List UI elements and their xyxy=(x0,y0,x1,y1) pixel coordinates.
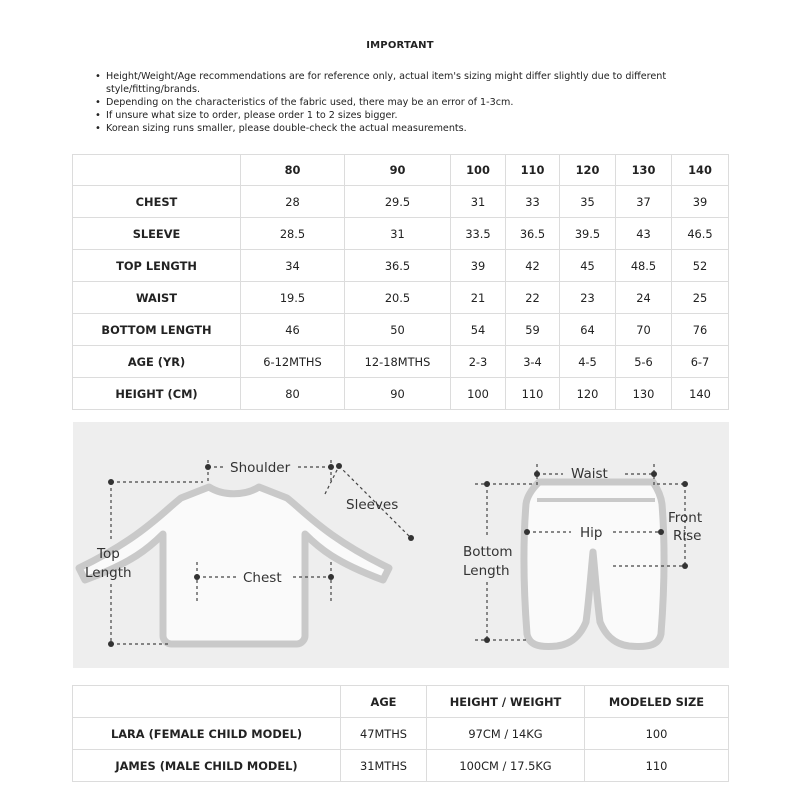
table-cell: 80 xyxy=(241,378,345,410)
size-header: 120 xyxy=(560,155,616,186)
table-cell: 35 xyxy=(560,186,616,218)
measurement-diagram xyxy=(73,422,729,668)
notice-heading: IMPORTANT xyxy=(366,40,434,51)
table-cell: 3-4 xyxy=(506,346,560,378)
table-cell: 12-18MTHS xyxy=(345,346,451,378)
hip-right-dot xyxy=(658,529,664,535)
table-cell: 76 xyxy=(672,314,729,346)
table-cell: 31 xyxy=(345,218,451,250)
bottom-length-bottom-dot xyxy=(484,637,490,643)
row-label: WAIST xyxy=(73,282,241,314)
table-cell: 130 xyxy=(616,378,672,410)
table-cell: 90 xyxy=(345,378,451,410)
model-header-height-weight: HEIGHT / WEIGHT xyxy=(427,686,585,718)
label-sleeves: Sleeves xyxy=(346,497,399,513)
table-cell: 46.5 xyxy=(672,218,729,250)
table-cell: 37 xyxy=(616,186,672,218)
table-row xyxy=(73,282,729,314)
model-name: JAMES (MALE CHILD MODEL) xyxy=(73,750,341,782)
table-cell: 36.5 xyxy=(345,250,451,282)
model-header-modeled-size: MODELED SIZE xyxy=(585,686,729,718)
model-header-blank xyxy=(73,686,341,718)
notice-item: • Korean sizing runs smaller, please double-check the actual measurements. xyxy=(94,122,734,135)
top-length-bottom-dot xyxy=(108,641,114,647)
table-row xyxy=(73,186,729,218)
table-cell: 25 xyxy=(672,282,729,314)
table-row xyxy=(73,314,729,346)
table-row xyxy=(73,346,729,378)
label-waist: Waist xyxy=(571,466,608,482)
label-shoulder: Shoulder xyxy=(230,460,291,476)
size-chart-table xyxy=(72,154,729,410)
model-name: LARA (FEMALE CHILD MODEL) xyxy=(73,718,341,750)
label-bottom-length-1: Bottom xyxy=(463,544,513,560)
waist-right-dot xyxy=(651,471,657,477)
table-cell: 39 xyxy=(451,250,506,282)
table-cell: 59 xyxy=(506,314,560,346)
size-header-row xyxy=(73,155,729,186)
table-cell: 54 xyxy=(451,314,506,346)
table-cell: 6-7 xyxy=(672,346,729,378)
table-cell: 6-12MTHS xyxy=(241,346,345,378)
row-label: AGE (YR) xyxy=(73,346,241,378)
table-row xyxy=(73,718,729,750)
table-cell: 5-6 xyxy=(616,346,672,378)
table-cell: 43 xyxy=(616,218,672,250)
table-cell: 29.5 xyxy=(345,186,451,218)
row-label: BOTTOM LENGTH xyxy=(73,314,241,346)
table-cell: 52 xyxy=(672,250,729,282)
top-length-top-dot xyxy=(108,479,114,485)
table-row xyxy=(73,218,729,250)
size-header: 110 xyxy=(506,155,560,186)
table-cell: 46 xyxy=(241,314,345,346)
model-size: 110 xyxy=(585,750,729,782)
table-cell: 33 xyxy=(506,186,560,218)
table-cell: 42 xyxy=(506,250,560,282)
table-cell: 23 xyxy=(560,282,616,314)
measurement-diagram-panel xyxy=(73,422,729,668)
table-cell: 28.5 xyxy=(241,218,345,250)
shoulder-left-dot xyxy=(205,464,211,470)
table-cell: 45 xyxy=(560,250,616,282)
model-age: 31MTHS xyxy=(341,750,427,782)
label-hip: Hip xyxy=(580,525,603,541)
model-info-table xyxy=(72,685,729,782)
size-header: 130 xyxy=(616,155,672,186)
table-cell: 22 xyxy=(506,282,560,314)
table-cell: 21 xyxy=(451,282,506,314)
table-cell: 110 xyxy=(506,378,560,410)
row-label: HEIGHT (CM) xyxy=(73,378,241,410)
notice-item: • If unsure what size to order, please order 1 to 2 sizes bigger. xyxy=(94,109,734,122)
notice-list xyxy=(94,70,734,135)
shoulder-right-dot xyxy=(328,464,334,470)
table-cell: 31 xyxy=(451,186,506,218)
table-cell: 39.5 xyxy=(560,218,616,250)
table-cell: 36.5 xyxy=(506,218,560,250)
label-front-rise-2: Rise xyxy=(673,528,702,544)
size-header: 90 xyxy=(345,155,451,186)
table-cell: 100 xyxy=(451,378,506,410)
model-age: 47MTHS xyxy=(341,718,427,750)
table-cell: 48.5 xyxy=(616,250,672,282)
notice-item: • Height/Weight/Age recommendations are for reference only, actual item's sizing might differ slightly due to different style/fitting/brands. xyxy=(94,70,734,96)
table-cell: 19.5 xyxy=(241,282,345,314)
pants-outline-icon xyxy=(524,482,664,647)
row-label: TOP LENGTH xyxy=(73,250,241,282)
sleeve-end-dot xyxy=(408,535,414,541)
table-cell: 34 xyxy=(241,250,345,282)
table-cell: 50 xyxy=(345,314,451,346)
chest-left-dot xyxy=(194,574,200,580)
size-header: 80 xyxy=(241,155,345,186)
table-row xyxy=(73,250,729,282)
table-cell: 2-3 xyxy=(451,346,506,378)
model-size: 100 xyxy=(585,718,729,750)
front-rise-bottom-dot xyxy=(682,563,688,569)
front-rise-top-dot xyxy=(682,481,688,487)
sleeve-top-dot xyxy=(336,463,342,469)
label-chest: Chest xyxy=(243,570,282,586)
table-cell: 20.5 xyxy=(345,282,451,314)
table-cell: 64 xyxy=(560,314,616,346)
table-row xyxy=(73,750,729,782)
model-height-weight: 100CM / 17.5KG xyxy=(427,750,585,782)
size-header: 140 xyxy=(672,155,729,186)
table-row xyxy=(73,378,729,410)
hip-left-dot xyxy=(524,529,530,535)
table-cell: 4-5 xyxy=(560,346,616,378)
model-height-weight: 97CM / 14KG xyxy=(427,718,585,750)
table-cell: 70 xyxy=(616,314,672,346)
row-label: SLEEVE xyxy=(73,218,241,250)
waist-left-dot xyxy=(534,471,540,477)
bottom-garment xyxy=(524,482,664,647)
notice-item: • Depending on the characteristics of the fabric used, there may be an error of 1-3cm. xyxy=(94,96,734,109)
size-header: 100 xyxy=(451,155,506,186)
label-top-length-1: Top xyxy=(97,546,120,562)
row-label: CHEST xyxy=(73,186,241,218)
label-bottom-length-2: Length xyxy=(463,563,510,579)
table-cell: 33.5 xyxy=(451,218,506,250)
table-cell: 28 xyxy=(241,186,345,218)
table-cell: 39 xyxy=(672,186,729,218)
table-cell: 140 xyxy=(672,378,729,410)
table-cell: 24 xyxy=(616,282,672,314)
label-front-rise-1: Front xyxy=(668,510,703,526)
bottom-length-top-dot xyxy=(484,481,490,487)
model-header-row xyxy=(73,686,729,718)
label-top-length-2: Length xyxy=(85,565,132,581)
chest-right-dot xyxy=(328,574,334,580)
table-cell: 120 xyxy=(560,378,616,410)
header-corner-cell xyxy=(73,155,241,186)
model-header-age: AGE xyxy=(341,686,427,718)
